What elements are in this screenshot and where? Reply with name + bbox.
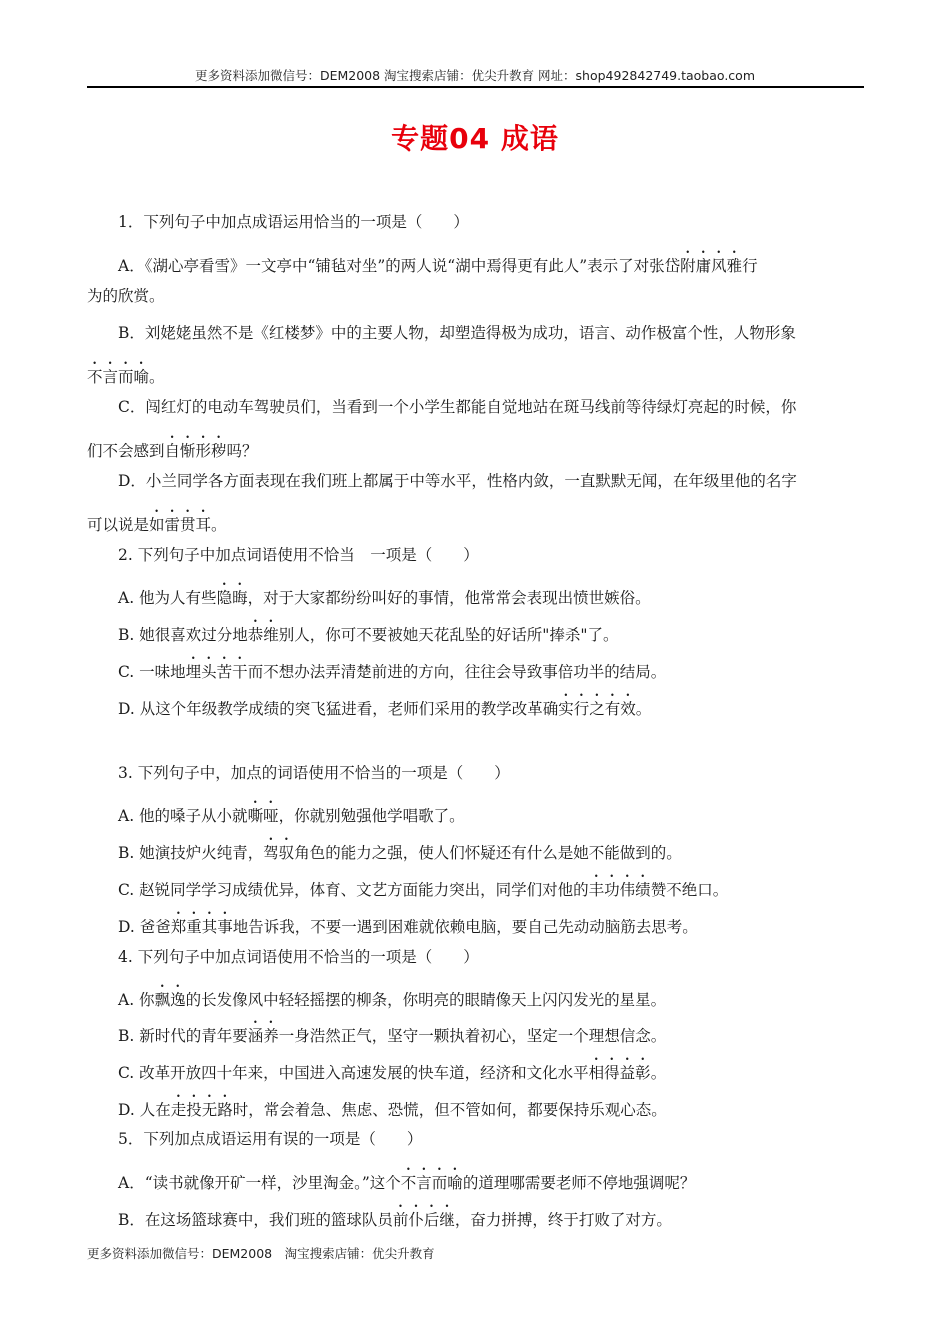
emphasized-word: 涵养	[247, 1027, 279, 1045]
emphasized-word: 恭维	[247, 626, 279, 644]
question-1-option-c-cont: 们不会感到自惭形秽吗？	[87, 442, 258, 460]
question-2-option-a: A. 他为人有些隐晦，对于大家都纷纷叫好的事情，他常常会表现出愤世嫉俗。	[118, 589, 651, 607]
emphasized-word: 埋头苦干	[185, 663, 248, 681]
question-1-option-d: D．小兰同学各方面表现在我们班上都属于中等水平，性格内敛，一直默默无闻，在年级里他的名字	[118, 472, 797, 490]
question-4-option-a: A. 你飘逸的长发像风中轻轻摇摆的柳条，你明亮的眼睛像天上闪闪发光的星星。	[118, 991, 667, 1009]
emphasized-idiom: 自惭形秽	[164, 442, 227, 460]
question-1-option-b: B．刘姥姥虽然不是《红楼梦》中的主要人物，却塑造得极为成功，语言、动作极富个性，人物形象	[118, 324, 796, 342]
question-2-option-b: B. 她很喜欢过分地恭维别人，你可不要被她天花乱坠的好话所"捧杀"了。	[118, 626, 619, 644]
question-3-option-c: C. 赵锐同学学习成绩优异，体育、文艺方面能力突出，同学们对他的丰功伟绩赞不绝口。	[118, 881, 729, 899]
emphasized-idiom: 如雷贯耳	[149, 516, 212, 534]
emphasized-word: 嘶哑	[247, 807, 279, 825]
emphasized-word: 隐晦	[216, 589, 248, 607]
emphasized-word: 飘逸	[154, 991, 186, 1009]
question-4-option-b: B. 新时代的青年要涵养一身浩然正气，坚守一颗执着初心，坚定一个理想信念。	[118, 1027, 667, 1045]
question-1-option-a: A．《湖心亭看雪》一文亭中“铺毡对坐”的两人说“湖中焉得更有此人”表示了对张岱附庸风雅行	[118, 257, 758, 275]
page-footer: 更多资料添加微信号：DEM2008 淘宝搜索店铺：优尖升教育	[87, 1246, 435, 1261]
question-5-option-a: A．“读书就像开矿一样，沙里淘金。”这个不言而喻的道理哪需要老师不停地强调呢？	[118, 1174, 696, 1192]
header-divider	[87, 86, 864, 88]
emphasized-word: 相得益彰	[588, 1064, 651, 1082]
question-1-option-b-cont: 不言而喻。	[87, 368, 165, 386]
question-4-option-d: D. 人在走投无路时，常会着急、焦虑、恐慌，但不管如何，都要保持乐观心态。	[118, 1101, 667, 1119]
emphasized-idiom: 前仆后继	[392, 1211, 455, 1229]
emphasized-word: 郑重其事	[170, 918, 233, 936]
question-1-option-c: C．闯红灯的电动车驾驶员们，当看到一个小学生都能自觉地站在斑马线前等待绿灯亮起的时候，你	[118, 398, 797, 416]
question-5-stem: 5．下列加点成语运用有误的一项是（ ）	[118, 1130, 423, 1148]
question-4-option-c: C. 改革开放四十年来，中国进入高速发展的快车道，经济和文化水平相得益彰。	[118, 1064, 667, 1082]
question-2-stem: 2. 下列句子中加点词语使用不恰当 一项是（ ）	[118, 546, 479, 564]
emphasized-word: 驾驭	[263, 844, 295, 862]
question-1-option-a-cont: 为的欣赏。	[87, 287, 165, 305]
page-header: 更多资料添加微信号：DEM2008 淘宝搜索店铺：优尖升教育 网址：shop492842749.taobao.com	[194, 68, 756, 83]
emphasized-idiom: 不言而喻	[87, 368, 150, 386]
question-3-option-d: D. 爸爸郑重其事地告诉我，不要一遇到困难就依赖电脑，要自己先动动脑筋去思考。	[118, 918, 698, 936]
emphasized-idiom: 不言而喻	[400, 1174, 463, 1192]
emphasized-word: 实行之有效	[558, 700, 636, 718]
question-5-option-b: B．在这场篮球赛中，我们班的篮球队员前仆后继，奋力拼搏，终于打败了对方。	[118, 1211, 672, 1229]
page-title: 专题04 成语	[391, 122, 559, 155]
question-1-option-d-cont: 可以说是如雷贯耳。	[87, 516, 227, 534]
emphasized-word: 走投无路	[170, 1101, 233, 1119]
question-1-stem: 1．下列句子中加点成语运用恰当的一项是（ ）	[118, 213, 469, 231]
question-2-option-d: D. 从这个年级教学成绩的突飞猛进看，老师们采用的教学改革确实行之有效。	[118, 700, 652, 718]
emphasized-word: 丰功伟绩	[588, 881, 651, 899]
emphasized-idiom: 附庸风雅	[680, 257, 743, 275]
question-3-option-b: B. 她演技炉火纯青，驾驭角色的能力之强，使人们怀疑还有什么是她不能做到的。	[118, 844, 682, 862]
question-2-option-c: C. 一味地埋头苦干而不想办法弄清楚前进的方向，往往会导致事倍功半的结局。	[118, 663, 667, 681]
question-3-option-a: A. 他的嗓子从小就嘶哑，你就别勉强他学唱歌了。	[118, 807, 465, 825]
question-3-stem: 3. 下列句子中，加点的词语使用不恰当的一项是（ ）	[118, 764, 510, 782]
question-4-stem: 4. 下列句子中加点词语使用不恰当的一项是（ ）	[118, 948, 479, 966]
